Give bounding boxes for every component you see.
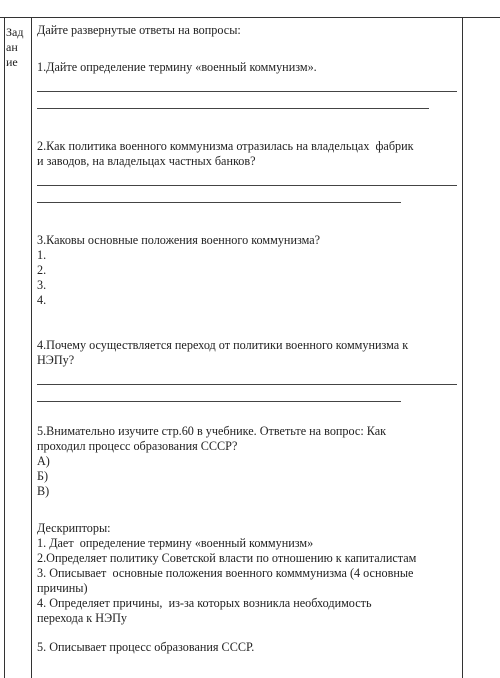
list-item: 4. <box>37 293 47 307</box>
descriptor-item: 5. Описывает процесс образования СССР. <box>37 640 255 654</box>
answer-line[interactable] <box>37 99 429 109</box>
descriptors-title: Дескрипторы: <box>37 521 111 535</box>
descriptor-item: 1. Дает определение термину «военный коммунизм» <box>37 536 314 550</box>
question-3: 3.Каковы основные положения военного коммунизма? <box>37 233 321 247</box>
answer-line[interactable] <box>37 392 401 402</box>
task-column-label: Зад ан ие <box>6 25 24 69</box>
descriptor-item: 2.Определяет политику Советской власти по отношению к капиталистам <box>37 551 417 565</box>
descriptor-item: 4. Определяет причины, из-за которых возникла необходимость перехода к НЭПу <box>37 596 372 625</box>
list-item: А) <box>37 454 50 468</box>
task-content <box>37 23 457 655</box>
question-2: 2.Как политика военного коммунизма отразилась на владельцах фабрик и заводов, на владельцах частных банков? <box>37 139 414 168</box>
descriptor-item: 3. Описывает основные положения военного комммунизма (4 основные причины) <box>37 566 414 595</box>
answer-line[interactable] <box>37 176 457 186</box>
table-top-border <box>0 17 500 18</box>
list-item: Б) <box>37 469 49 483</box>
table-right-border <box>462 17 463 678</box>
question-5: 5.Внимательно изучите стр.60 в учебнике. Ответьте на вопрос: Как проходил процесс образования СССР? <box>37 424 387 453</box>
list-item: 2. <box>37 263 47 277</box>
list-item: В) <box>37 484 50 498</box>
question-4: 4.Почему осуществляется переход от политики военного коммунизма к НЭПу? <box>37 338 409 367</box>
list-item: 3. <box>37 278 47 292</box>
answer-line[interactable] <box>37 82 457 92</box>
answer-line[interactable] <box>37 375 457 385</box>
list-item: 1. <box>37 248 47 262</box>
question-1: 1.Дайте определение термину «военный коммунизм». <box>37 60 317 74</box>
answer-line[interactable] <box>37 193 401 203</box>
instructions: Дайте развернутые ответы на вопросы: <box>37 23 241 37</box>
table-left-border <box>4 17 5 678</box>
table-column-divider <box>31 17 32 678</box>
